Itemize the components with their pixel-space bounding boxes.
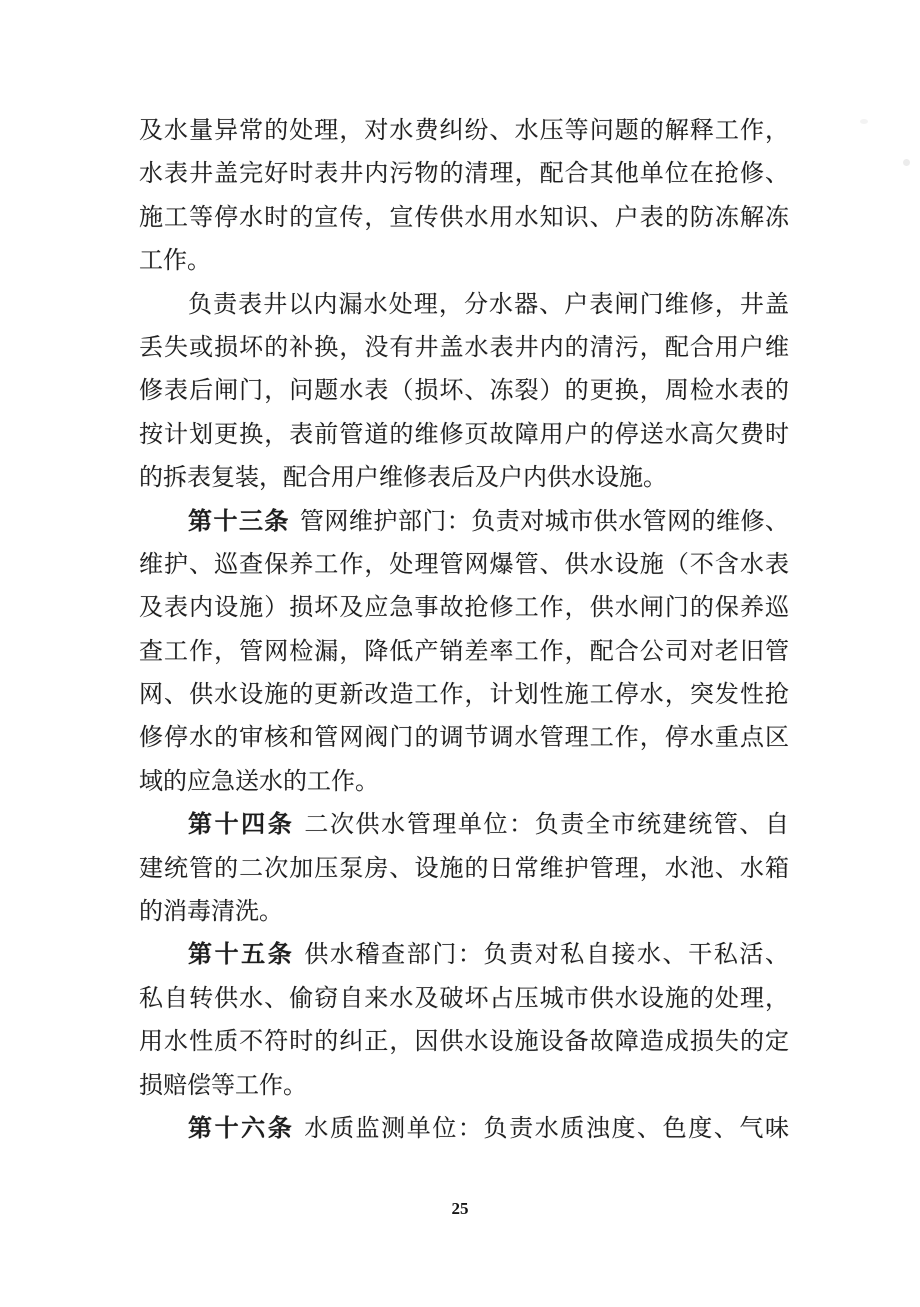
text-line: 及表内设施）损坏及应急事故抢修工作，供水闸门的保养巡: [139, 595, 789, 622]
text-line: 工作。: [139, 248, 211, 275]
text-line: 损赔偿等工作。: [139, 1072, 307, 1099]
text-line: 的消毒清洗。: [139, 899, 283, 926]
text-line: 水表井盖完好时表井内污物的清理，配合其他单位在抢修、: [139, 161, 789, 188]
text-line: 用水性质不符时的纠正，因供水设施设备故障造成损失的定: [139, 1029, 789, 1056]
text-line: 查工作，管网检漏，降低产销差率工作，配合公司对老旧管: [139, 638, 789, 665]
text-line: 私自转供水、偷窃自来水及破坏占压城市供水设施的处理，: [139, 985, 789, 1012]
scan-artifact: [903, 159, 910, 166]
text-line: [139, 501, 789, 544]
text-line: 的拆表复装，配合用户维修表后及户内供水设施。: [139, 465, 667, 492]
scan-artifact: [860, 119, 868, 124]
article-14-text: 二次供水管理单位：负责全市统建统管、自: [304, 812, 790, 839]
article-13-text: 管网维护部门：负责对城市供水管网的维修、: [299, 508, 790, 535]
article-16-heading: 第十六条: [188, 1115, 295, 1142]
text-line: 按计划更换，表前管道的维修页故障用户的停送水高欠费时: [139, 421, 789, 448]
page-number: 25: [451, 1199, 469, 1218]
text-line: [139, 1108, 789, 1151]
text-line: [139, 804, 789, 847]
text-line: 维护、巡查保养工作，处理管网爆管、供水设施（不含水表: [139, 551, 789, 578]
document-body: [139, 110, 789, 1151]
article-16-text: 水质监测单位：负责水质浊度、色度、气味: [304, 1115, 790, 1142]
article-15-text: 供水稽查部门：负责对私自接水、干私活、: [304, 942, 790, 969]
text-line: 网、供水设施的更新改造工作，计划性施工停水，突发性抢: [139, 682, 789, 709]
article-13-heading: 第十三条: [188, 508, 290, 535]
text-line: 域的应急送水的工作。: [139, 768, 379, 795]
text-line: 修表后闸门，问题水表（损坏、冻裂）的更换，周检水表的: [139, 378, 789, 405]
text-line: 建统管的二次加压泵房、设施的日常维护管理，水池、水箱: [139, 855, 789, 882]
text-line: 修停水的审核和管网阀门的调节调水管理工作，停水重点区: [139, 725, 789, 752]
text-line: 丢失或损坏的补换，没有井盖水表井内的清污，配合用户维: [139, 334, 789, 361]
text-line: [139, 934, 789, 977]
text-line: 负责表井以内漏水处理，分水器、户表闸门维修，井盖: [188, 291, 789, 318]
article-15-heading: 第十五条: [188, 942, 295, 969]
article-14-heading: 第十四条: [188, 812, 295, 839]
text-line: 施工等停水时的宣传，宣传供水用水知识、户表的防冻解冻: [139, 204, 789, 231]
text-line: 及水量异常的处理，对水费纠纷、水压等问题的解释工作，: [139, 118, 789, 144]
